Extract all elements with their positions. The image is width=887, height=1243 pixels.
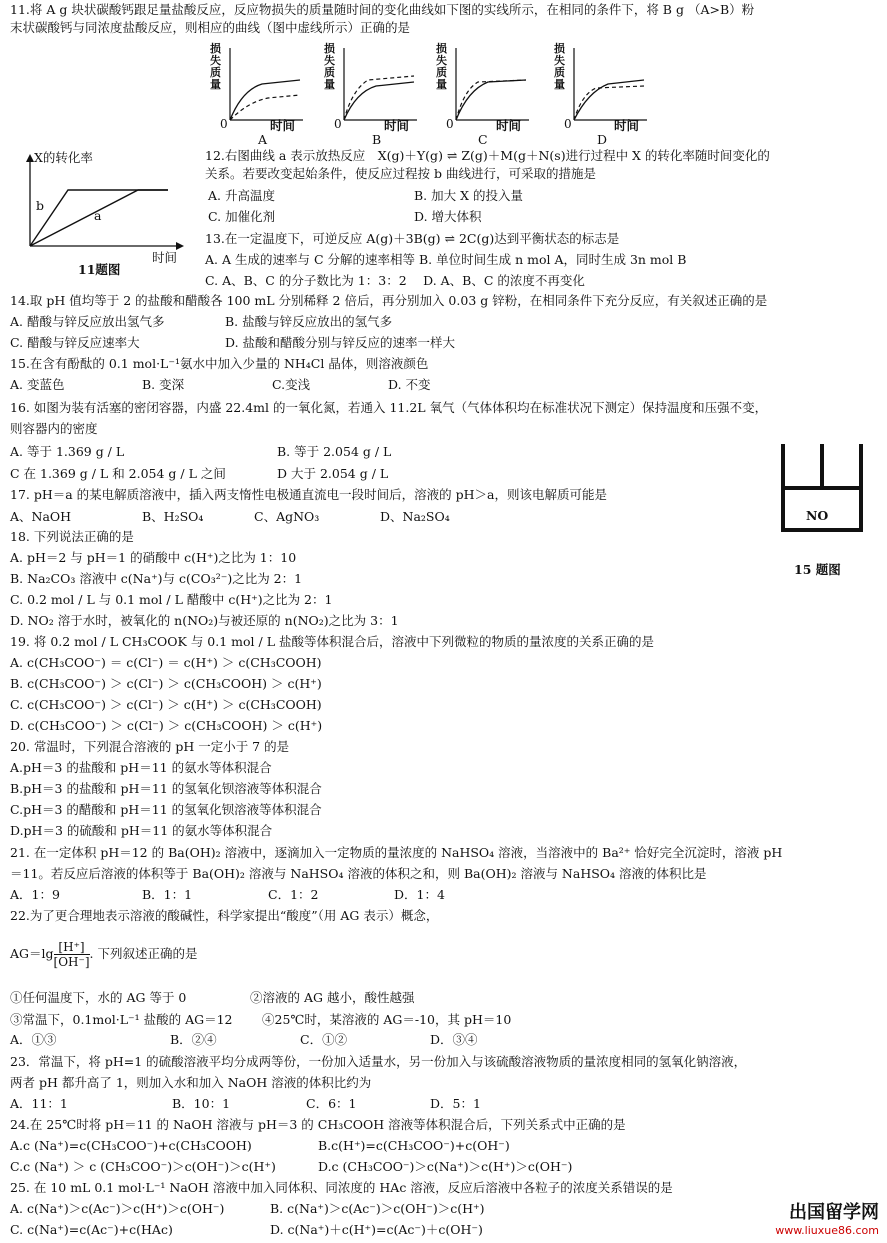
- fig11-ylabel: X的转化率: [34, 150, 93, 165]
- q11-graph-b-label: B: [372, 132, 382, 147]
- q16-option-a: A. 等于 1.369 g / L: [10, 444, 125, 459]
- q11-line1: 11.将 A g 块状碳酸钙跟足量盐酸反应，反应物损失的质量随时间的变化曲线如下图的实线所示，在相同的条件下，将 B g （A>B）粉: [10, 2, 755, 17]
- q16-option-b: B. 等于 2.054 g / L: [277, 444, 392, 459]
- q17-option-d: D、Na₂SO₄: [380, 509, 450, 524]
- q17-option-b: B、H₂SO₄: [142, 509, 204, 524]
- q11-graph-d-ylabel: 损失质量: [554, 42, 565, 91]
- q11-graph-d-label: D: [597, 132, 608, 147]
- q15-option-d: D. 不变: [388, 377, 431, 392]
- fig15-caption: 15 题图: [794, 562, 841, 577]
- q24-option-b: B.c(H⁺)=c(CH₃COO⁻)+c(OH⁻): [318, 1138, 510, 1153]
- q18-option-c: C. 0.2 mol / L 与 0.1 mol / L 醋酸中 c(H⁺)之比为 2：1: [10, 592, 333, 607]
- q11-graph-b-ylabel: 损失质量: [324, 42, 335, 91]
- q22-statement-2: ②溶液的 AG 越小，酸性越强: [250, 990, 415, 1005]
- q18-option-a: A. pH＝2 与 pH＝1 的硝酸中 c(H⁺)之比为 1：10: [10, 550, 297, 565]
- q11-graph-d-origin: 0: [564, 117, 572, 131]
- q21-option-d: D．1：4: [394, 887, 445, 902]
- q21-option-a: A．1：9: [10, 887, 60, 902]
- q11-graph-a-ylabel: 损失质量: [210, 42, 221, 91]
- q19-line1: 19. 将 0.2 mol / L CH₃COOK 与 0.1 mol / L 盐酸等体积混合后，溶液中下列微粒的物质的量浓度的关系正确的是: [10, 634, 654, 649]
- q25-line1: 25. 在 10 mL 0.1 mol·L⁻¹ NaOH 溶液中加入同体积、同浓度的 HAc 溶液，反应后溶液中各粒子的浓度关系错误的是: [10, 1180, 673, 1195]
- q21-option-b: B．1：1: [142, 887, 193, 902]
- q22-option-b: B．②④: [170, 1032, 217, 1047]
- q22-line1: 22.为了更合理地表示溶液的酸碱性，科学家提出“酸度”（用 AG 表示）概念，: [10, 908, 439, 923]
- q23-line2: 两者 pH 都升高了 1，则加入水和加入 NaOH 溶液的体积比约为: [10, 1075, 372, 1090]
- q14-option-b: B. 盐酸与锌反应放出的氢气多: [225, 314, 393, 329]
- q25-option-c: C. c(Na⁺)=c(Ac⁻)+c(HAc): [10, 1222, 173, 1237]
- q22-formula-numerator: [H⁺]: [54, 940, 90, 955]
- q15-option-c: C.变浅: [272, 377, 311, 392]
- q22-formula: [10, 936, 197, 972]
- q24-option-d: D.c (CH₃COO⁻)＞c(Na⁺)＞c(H⁺)＞c(OH⁻): [318, 1159, 573, 1174]
- q24-option-c: C.c (Na⁺) ＞ c (CH₃COO⁻)＞c(OH⁻)＞c(H⁺): [10, 1159, 276, 1174]
- q23-line1: 23．常温下，将 pH=1 的硫酸溶液平均分成两等份，一份加入适量水，另一份加入与该硫酸溶液物质的量浓度相同的氢氧化钠溶液，: [10, 1054, 747, 1069]
- q23-option-d: D．5：1: [430, 1096, 481, 1111]
- q16-line2: 则容器内的密度: [10, 421, 98, 436]
- q11-graph-a-origin: 0: [220, 117, 228, 131]
- q23-option-b: B．10：1: [172, 1096, 231, 1111]
- q11-graph-c-ylabel: 损失质量: [436, 42, 447, 91]
- q25-option-b: B. c(Na⁺)＞c(Ac⁻)＞c(OH⁻)＞c(H⁺): [270, 1201, 485, 1216]
- q20-option-b: B.pH＝3 的盐酸和 pH＝11 的氢氧化钡溶液等体积混合: [10, 781, 322, 796]
- q11-graph-c-origin: 0: [446, 117, 454, 131]
- q18-option-b: B. Na₂CO₃ 溶液中 c(Na⁺)与 c(CO₃²⁻)之比为 2：1: [10, 571, 303, 586]
- q25-option-d: D. c(Na⁺)＋c(H⁺)=c(Ac⁻)＋c(OH⁻): [270, 1222, 483, 1237]
- q19-option-c: C. c(CH₃COO⁻) ＞ c(Cl⁻) ＞ c(H⁺) ＞ c(CH₃COOH): [10, 697, 322, 712]
- q11-graph-a-xlabel: 时间: [270, 118, 296, 133]
- q22-option-d: D．③④: [430, 1032, 478, 1047]
- q21-option-c: C．1：2: [268, 887, 319, 902]
- q20-option-a: A.pH＝3 的盐酸和 pH＝11 的氨水等体积混合: [10, 760, 272, 775]
- q19-option-a: A. c(CH₃COO⁻) ＝ c(Cl⁻) ＝ c(H⁺) ＞ c(CH₃COOH): [10, 655, 322, 670]
- q15-option-a: A. 变蓝色: [10, 377, 65, 392]
- fig11-caption: 11题图: [78, 262, 121, 277]
- q25-option-a: A. c(Na⁺)＞c(Ac⁻)＞c(H⁺)＞c(OH⁻): [10, 1201, 225, 1216]
- q22-option-a: A．①③: [10, 1032, 57, 1047]
- q11-graph-c-label: C: [478, 132, 488, 147]
- q15-line1: 15.在含有酚酞的 0.1 mol·L⁻¹氨水中加入少量的 NH₄Cl 晶体，则溶液颜色: [10, 356, 429, 371]
- q22-option-c: C．①②: [300, 1032, 348, 1047]
- q14-option-a: A. 醋酸与锌反应放出氢气多: [10, 314, 165, 329]
- q22-formula-fraction: [54, 940, 90, 969]
- q20-option-c: C.pH＝3 的醋酸和 pH＝11 的氢氧化钡溶液等体积混合: [10, 802, 322, 817]
- q12-line2: 关系。若要改变起始条件，使反应过程按 b 曲线进行，可采取的措施是: [205, 166, 596, 181]
- q22-statement-4: ④25℃时，某溶液的 AG＝-10，其 pH＝10: [262, 1012, 512, 1027]
- q14-option-d: D. 盐酸和醋酸分别与锌反应的速率一样大: [225, 335, 456, 350]
- q22-formula-suffix: . 下列叙述正确的是: [89, 946, 198, 961]
- q11-line2: 末状碳酸钙与同浓度盐酸反应，则相应的曲线（图中虚线所示）正确的是: [10, 20, 411, 35]
- fig11-xlabel: 时间: [152, 250, 178, 265]
- q23-option-a: A．11：1: [10, 1096, 68, 1111]
- q24-option-a: A.c (Na⁺)=c(CH₃COO⁻)+c(CH₃COOH): [10, 1138, 252, 1153]
- q11-graph-b-origin: 0: [334, 117, 342, 131]
- q22-statement-1: ①任何温度下，水的 AG 等于 0: [10, 990, 187, 1005]
- q13-line3: C. A、B、C 的分子数比为 1：3：2 D. A、B、C 的浓度不再变化: [205, 273, 585, 288]
- q12-option-c: C. 加催化剂: [208, 209, 276, 224]
- q12-option-d: D. 增大体积: [414, 209, 482, 224]
- q20-option-d: D.pH＝3 的硫酸和 pH＝11 的氨水等体积混合: [10, 823, 273, 838]
- q22-formula-denominator: [OH⁻]: [53, 955, 90, 969]
- q14-line1: 14.取 pH 值均等于 2 的盐酸和醋酸各 100 mL 分别稀释 2 倍后，再分别加入 0.03 g 锌粉，在相同条件下充分反应，有关叙述正确的是: [10, 293, 768, 308]
- fig11-label-a: a: [94, 208, 102, 223]
- q19-option-d: D. c(CH₃COO⁻) ＞ c(Cl⁻) ＞ c(CH₃COOH) ＞ c(H⁺): [10, 718, 323, 733]
- q20-line1: 20. 常温时，下列混合溶液的 pH 一定小于 7 的是: [10, 739, 290, 754]
- footer-brand: 出国留学网: [789, 1202, 879, 1223]
- q16-line1: 16. 如图为装有活塞的密闭容器，内盛 22.4ml 的一氧化氮，若通入 11.2L 氧气（气体体积均在标准状况下测定）保持温度和压强不变，: [10, 400, 768, 415]
- q11-graph-a-label: A: [258, 132, 268, 147]
- q16-option-c: C 在 1.369 g / L 和 2.054 g / L 之间: [10, 466, 226, 481]
- q22-formula-prefix: AG＝lg: [10, 946, 54, 961]
- q15-option-b: B. 变深: [142, 377, 185, 392]
- q13-line2: A. A 生成的速率与 C 分解的速率相等 B. 单位时间生成 n mol A，同时生成 3n mol B: [205, 252, 687, 267]
- q17-option-a: A、NaOH: [10, 509, 72, 524]
- q24-line1: 24.在 25℃时将 pH＝11 的 NaOH 溶液与 pH＝3 的 CH₃COOH 溶液等体积混合后，下列关系式中正确的是: [10, 1117, 626, 1132]
- q17-option-c: C、AgNO₃: [254, 509, 320, 524]
- q14-option-c: C. 醋酸与锌反应速率大: [10, 335, 140, 350]
- q22-statement-3: ③常温下，0.1mol·L⁻¹ 盐酸的 AG＝12: [10, 1012, 233, 1027]
- q11-graph-b-xlabel: 时间: [384, 118, 410, 133]
- q13-line1: 13.在一定温度下，可逆反应 A(g)＋3B(g) ⇌ 2C(g)达到平衡状态的标志是: [205, 231, 620, 246]
- footer-watermark: [775, 1198, 879, 1237]
- q19-option-b: B. c(CH₃COO⁻) ＞ c(Cl⁻) ＞ c(CH₃COOH) ＞ c(H⁺): [10, 676, 322, 691]
- q11-graph-c-xlabel: 时间: [496, 118, 522, 133]
- q21-line1: 21. 在一定体积 pH＝12 的 Ba(OH)₂ 溶液中，逐滴加入一定物质的量浓度的 NaHSO₄ 溶液，当溶液中的 Ba²⁺ 恰好完全沉淀时，溶液 pH: [10, 845, 783, 860]
- q17-line1: 17. pH＝a 的某电解质溶液中，插入两支惰性电极通直流电一段时间后，溶液的 pH＞a，则该电解质可能是: [10, 487, 608, 502]
- q21-line2: ＝11。若反应后溶液的体积等于 Ba(OH)₂ 溶液与 NaHSO₄ 溶液的体积之和，则 Ba(OH)₂ 溶液与 NaHSO₄ 溶液的体积比是: [10, 866, 707, 881]
- fig15-gas-label: NO: [806, 508, 829, 523]
- q18-line1: 18. 下列说法正确的是: [10, 529, 134, 544]
- q12-option-b: B. 加大 X 的投入量: [414, 188, 523, 203]
- q23-option-c: C．6：1: [306, 1096, 357, 1111]
- footer-url: www.liuxue86.com: [775, 1224, 879, 1237]
- q18-option-d: D. NO₂ 溶于水时，被氧化的 n(NO₂)与被还原的 n(NO₂)之比为 3：1: [10, 613, 399, 628]
- q12-line1: 12.右图曲线 a 表示放热反应 X(g)＋Y(g) ⇌ Z(g)＋M(g＋N(s)进行过程中 X 的转化率随时间变化的: [205, 148, 770, 163]
- fig11-label-b: b: [36, 198, 45, 213]
- q16-option-d: D 大于 2.054 g / L: [277, 466, 389, 481]
- q11-graph-d-xlabel: 时间: [614, 118, 640, 133]
- q12-option-a: A. 升高温度: [208, 188, 275, 203]
